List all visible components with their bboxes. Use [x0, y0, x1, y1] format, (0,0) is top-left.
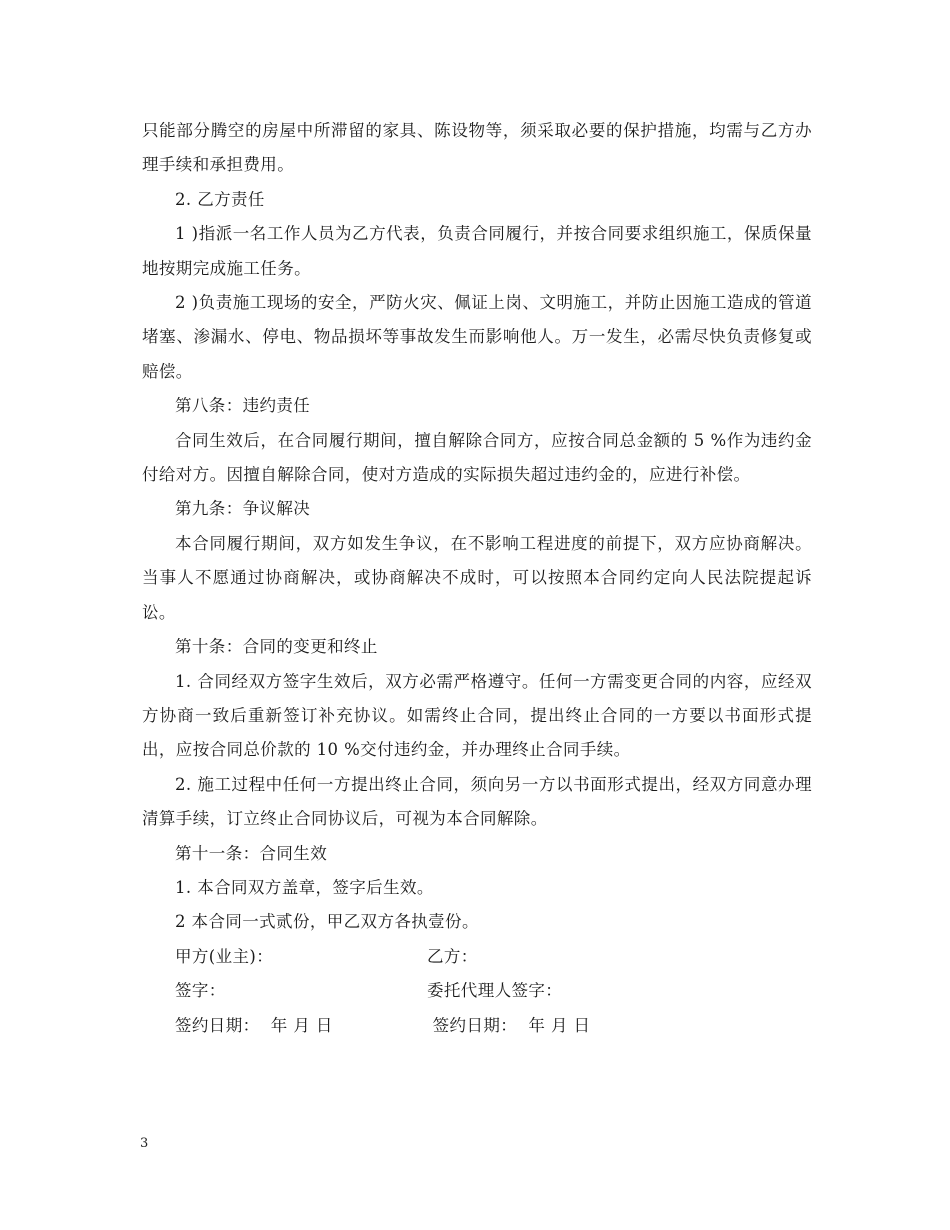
paragraph: 1. 本合同双方盖章，签字后生效。 — [175, 877, 434, 897]
paragraph: 1 )指派一名工作人员为乙方代表，负责合同履行，并按合同要求组织施工，保质保量地按期完成施工任务。 — [142, 224, 812, 278]
paragraph: 1. 合同经双方签字生效后，双方必需严格遵守。任何一方需变更合同的内容，应经双方协商一致后重新签订补充协议。如需终止合同，提出终止合同的一方要以书面形式提出，应按合同总价款的 10 %交付违约金，并办理终止合同手续。 — [142, 671, 812, 760]
paragraph: 2. 施工过程中任何一方提出终止合同，须向另一方以书面形式提出，经双方同意办理清算手续，订立终止合同协议后，可视为本合同解除。 — [142, 774, 812, 829]
signature-row-sign — [142, 974, 812, 1008]
paragraph: 只能部分腾空的房屋中所滞留的家具、陈设物等，须采取必要的保护措施，均需与乙方办理手续和承担费用。 — [142, 121, 812, 175]
party-b-label: 乙方： — [427, 946, 478, 966]
paragraph: 2 本合同一式贰份，甲乙双方各执壹份。 — [175, 912, 479, 932]
article-heading: 第八条：违约责任 — [175, 396, 311, 416]
signature-row-party — [142, 940, 812, 974]
paragraph: 合同生效后，在合同履行期间，擅自解除合同方，应按合同总金额的 5 %作为违约金付给对方。因擅自解除合同，使对方造成的实际损失超过违约金的，应进行补偿。 — [142, 430, 812, 485]
party-b-date-label: 签约日期： 年 月 日 — [427, 1015, 591, 1035]
party-a-label: 甲方(业主)： — [175, 946, 274, 966]
section-heading: 2. 乙方责任 — [175, 189, 265, 209]
paragraph: 本合同履行期间，双方如发生争议，在不影响工程进度的前提下，双方应协商解决。当事人不愿通过协商解决，或协商解决不成时，可以按照本合同约定向人民法院提起诉讼。 — [142, 533, 812, 622]
document-body — [142, 114, 812, 1043]
paragraph: 2 )负责施工现场的安全，严防火灾、佩证上岗、文明施工，并防止因施工造成的管道堵塞、渗漏水、停电、物品损坏等事故发生而影响他人。万一发生，必需尽快负责修复或赔偿。 — [142, 293, 812, 381]
article-heading: 第十条：合同的变更和终止 — [175, 637, 378, 657]
signature-row-date — [142, 1009, 812, 1043]
page-number: 3 — [140, 1136, 149, 1151]
party-a-date-label: 签约日期： 年 月 日 — [175, 1015, 333, 1035]
party-a-signature-label: 签字： — [175, 981, 226, 1001]
article-heading: 第九条：争议解决 — [175, 499, 311, 519]
party-b-signature-label: 委托代理人签字： — [427, 981, 563, 1001]
article-heading: 第十一条：合同生效 — [175, 843, 328, 863]
